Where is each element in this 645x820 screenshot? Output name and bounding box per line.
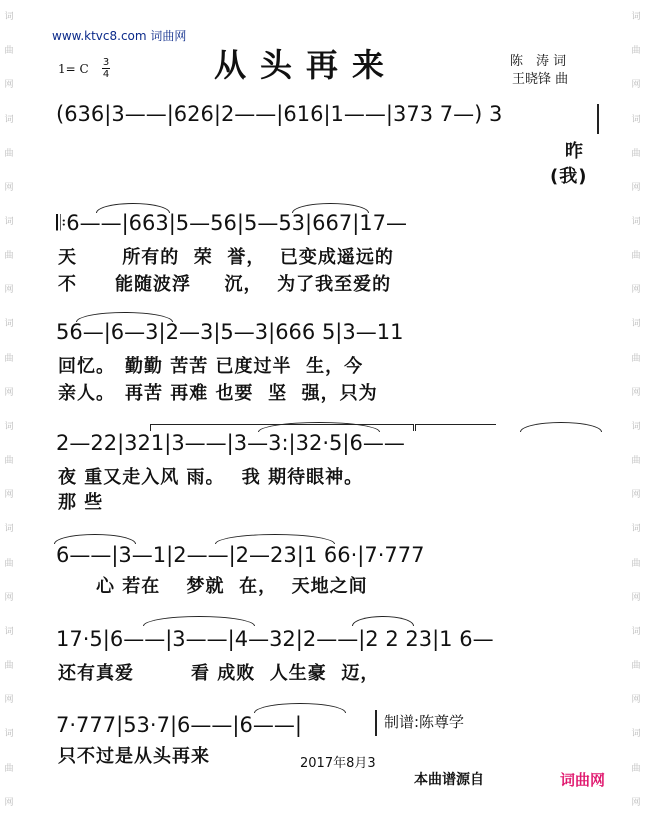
tie-slur <box>254 703 346 713</box>
watermark-char: 网 <box>4 285 14 296</box>
lyric-line-5: 心 若在 梦就 在， 天地之间 <box>58 576 368 597</box>
tie-slur <box>76 312 173 322</box>
watermark-char: 网 <box>631 285 641 296</box>
watermark-char: 曲 <box>631 353 641 364</box>
watermark-char: 词 <box>4 12 14 23</box>
watermark-char: 词 <box>4 729 14 740</box>
source-label: 本曲谱源自 <box>414 772 484 788</box>
watermark-char: 曲 <box>631 763 641 774</box>
watermark-char: 词 <box>4 626 14 637</box>
watermark-char: 网 <box>631 387 641 398</box>
watermark-char: 曲 <box>4 763 14 774</box>
watermark-char: 词 <box>631 319 641 330</box>
watermark-char: 词 <box>4 114 14 125</box>
score-line-4: 2—22|321|3——|3—3:|32·5|6—— <box>56 431 405 455</box>
watermark-char: 词 <box>631 12 641 23</box>
site-logo[interactable]: 词曲网 <box>560 771 606 789</box>
watermark-char: 网 <box>631 182 641 193</box>
watermark-char: 曲 <box>631 661 641 672</box>
watermark-char: 曲 <box>4 148 14 159</box>
watermark-char: 词 <box>631 421 641 432</box>
watermark-char: 网 <box>4 695 14 706</box>
tie-slur <box>54 534 136 544</box>
tie-slur <box>96 203 170 213</box>
score-line-5: 6——|3—1|2——|2—23|1 66·|7·777 <box>56 543 425 567</box>
watermark-char: 词 <box>631 217 641 228</box>
final-barline <box>375 710 377 736</box>
tie-slur <box>215 534 335 544</box>
barline <box>597 104 599 134</box>
watermark-char: 曲 <box>4 46 14 57</box>
lyric-line-4: 夜 重又走入风 雨。 我 期待眼神。 <box>58 467 364 488</box>
lyric-line-6: 还有真爱 看 成败 人生豪 迈， <box>58 663 380 684</box>
lyric-line-1: 昨 <box>565 141 584 162</box>
watermark-char: 网 <box>4 182 14 193</box>
score-line-2: 𝄆6——|663|5—56|5—53|667|17— <box>56 211 407 235</box>
watermark-char: 词 <box>631 729 641 740</box>
watermark-char: 网 <box>631 695 641 706</box>
time-signature-top: 3 <box>102 57 110 68</box>
watermark-char: 曲 <box>4 251 14 262</box>
watermark-char: 网 <box>4 490 14 501</box>
watermark-char: 网 <box>4 387 14 398</box>
score-line-6: 17·5|6——|3——|4—32|2——|2 2 23|1 6— <box>56 627 494 651</box>
watermark-char: 词 <box>631 114 641 125</box>
key-signature: 1= C <box>58 62 89 76</box>
score-line-1: (636|3——|626|2——|616|1——|373 7—) 3 <box>56 102 503 126</box>
watermark-char: 曲 <box>4 353 14 364</box>
watermark-char: 词 <box>4 524 14 535</box>
watermark-char: 曲 <box>631 558 641 569</box>
watermark-char: 曲 <box>4 558 14 569</box>
score-line-3: 56—|6—3|2—3|5—3|666 5|3—11 <box>56 320 404 344</box>
lyric-line-2-verse-1: 天 所有的 荣 誉， 已变成遥远的 <box>58 247 394 268</box>
watermark-char: 网 <box>4 80 14 91</box>
watermark-char: 词 <box>631 626 641 637</box>
watermark-char: 曲 <box>4 661 14 672</box>
lyric-line-4-alt: 那 些 <box>58 492 104 513</box>
date-label: 2017年8月3 <box>300 756 376 771</box>
watermark-char: 网 <box>4 592 14 603</box>
watermark-char: 网 <box>631 80 641 91</box>
time-signature <box>101 57 111 80</box>
watermark-char: 网 <box>631 592 641 603</box>
watermark-right <box>629 0 643 820</box>
tie-slur <box>143 616 255 626</box>
tie-slur <box>520 422 602 432</box>
lyricist-credit: 陈 涛 词 <box>510 54 567 69</box>
volta-bracket-2 <box>415 424 496 431</box>
tie-slur <box>292 203 369 213</box>
time-signature-bottom: 4 <box>102 69 110 80</box>
lyric-line-1-alt: (我) <box>550 166 588 187</box>
score-line-7: 7·777|53·7|6——|6——| <box>56 713 302 737</box>
lyric-line-3-verse-1: 回忆。 勤勤 苦苦 已度过半 生，今 <box>58 356 364 377</box>
watermark-char: 网 <box>631 490 641 501</box>
song-title: 从头再来 <box>214 46 399 84</box>
watermark-char: 曲 <box>631 148 641 159</box>
lyric-line-2-verse-2: 不 能随波浮 沉， 为了我至爱的 <box>58 274 392 295</box>
watermark-char: 曲 <box>631 46 641 57</box>
watermark-char: 曲 <box>631 251 641 262</box>
site-label: www.ktvc8.com 词曲网 <box>52 29 187 43</box>
watermark-char: 词 <box>4 421 14 432</box>
watermark-char: 网 <box>4 797 14 808</box>
lyric-line-7: 只不过是从头再来 <box>58 746 210 767</box>
watermark-char: 网 <box>631 797 641 808</box>
composer-credit: 王晓锋 曲 <box>512 72 569 87</box>
watermark-left <box>2 0 16 820</box>
lyric-line-3-verse-2: 亲人。 再苦 再难 也要 坚 强，只为 <box>58 383 378 404</box>
watermark-char: 词 <box>4 319 14 330</box>
watermark-char: 曲 <box>631 456 641 467</box>
watermark-char: 词 <box>4 217 14 228</box>
watermark-char: 词 <box>631 524 641 535</box>
editor-credit: 制谱:陈尊学 <box>384 713 465 731</box>
tie-slur <box>352 616 414 626</box>
watermark-char: 曲 <box>4 456 14 467</box>
